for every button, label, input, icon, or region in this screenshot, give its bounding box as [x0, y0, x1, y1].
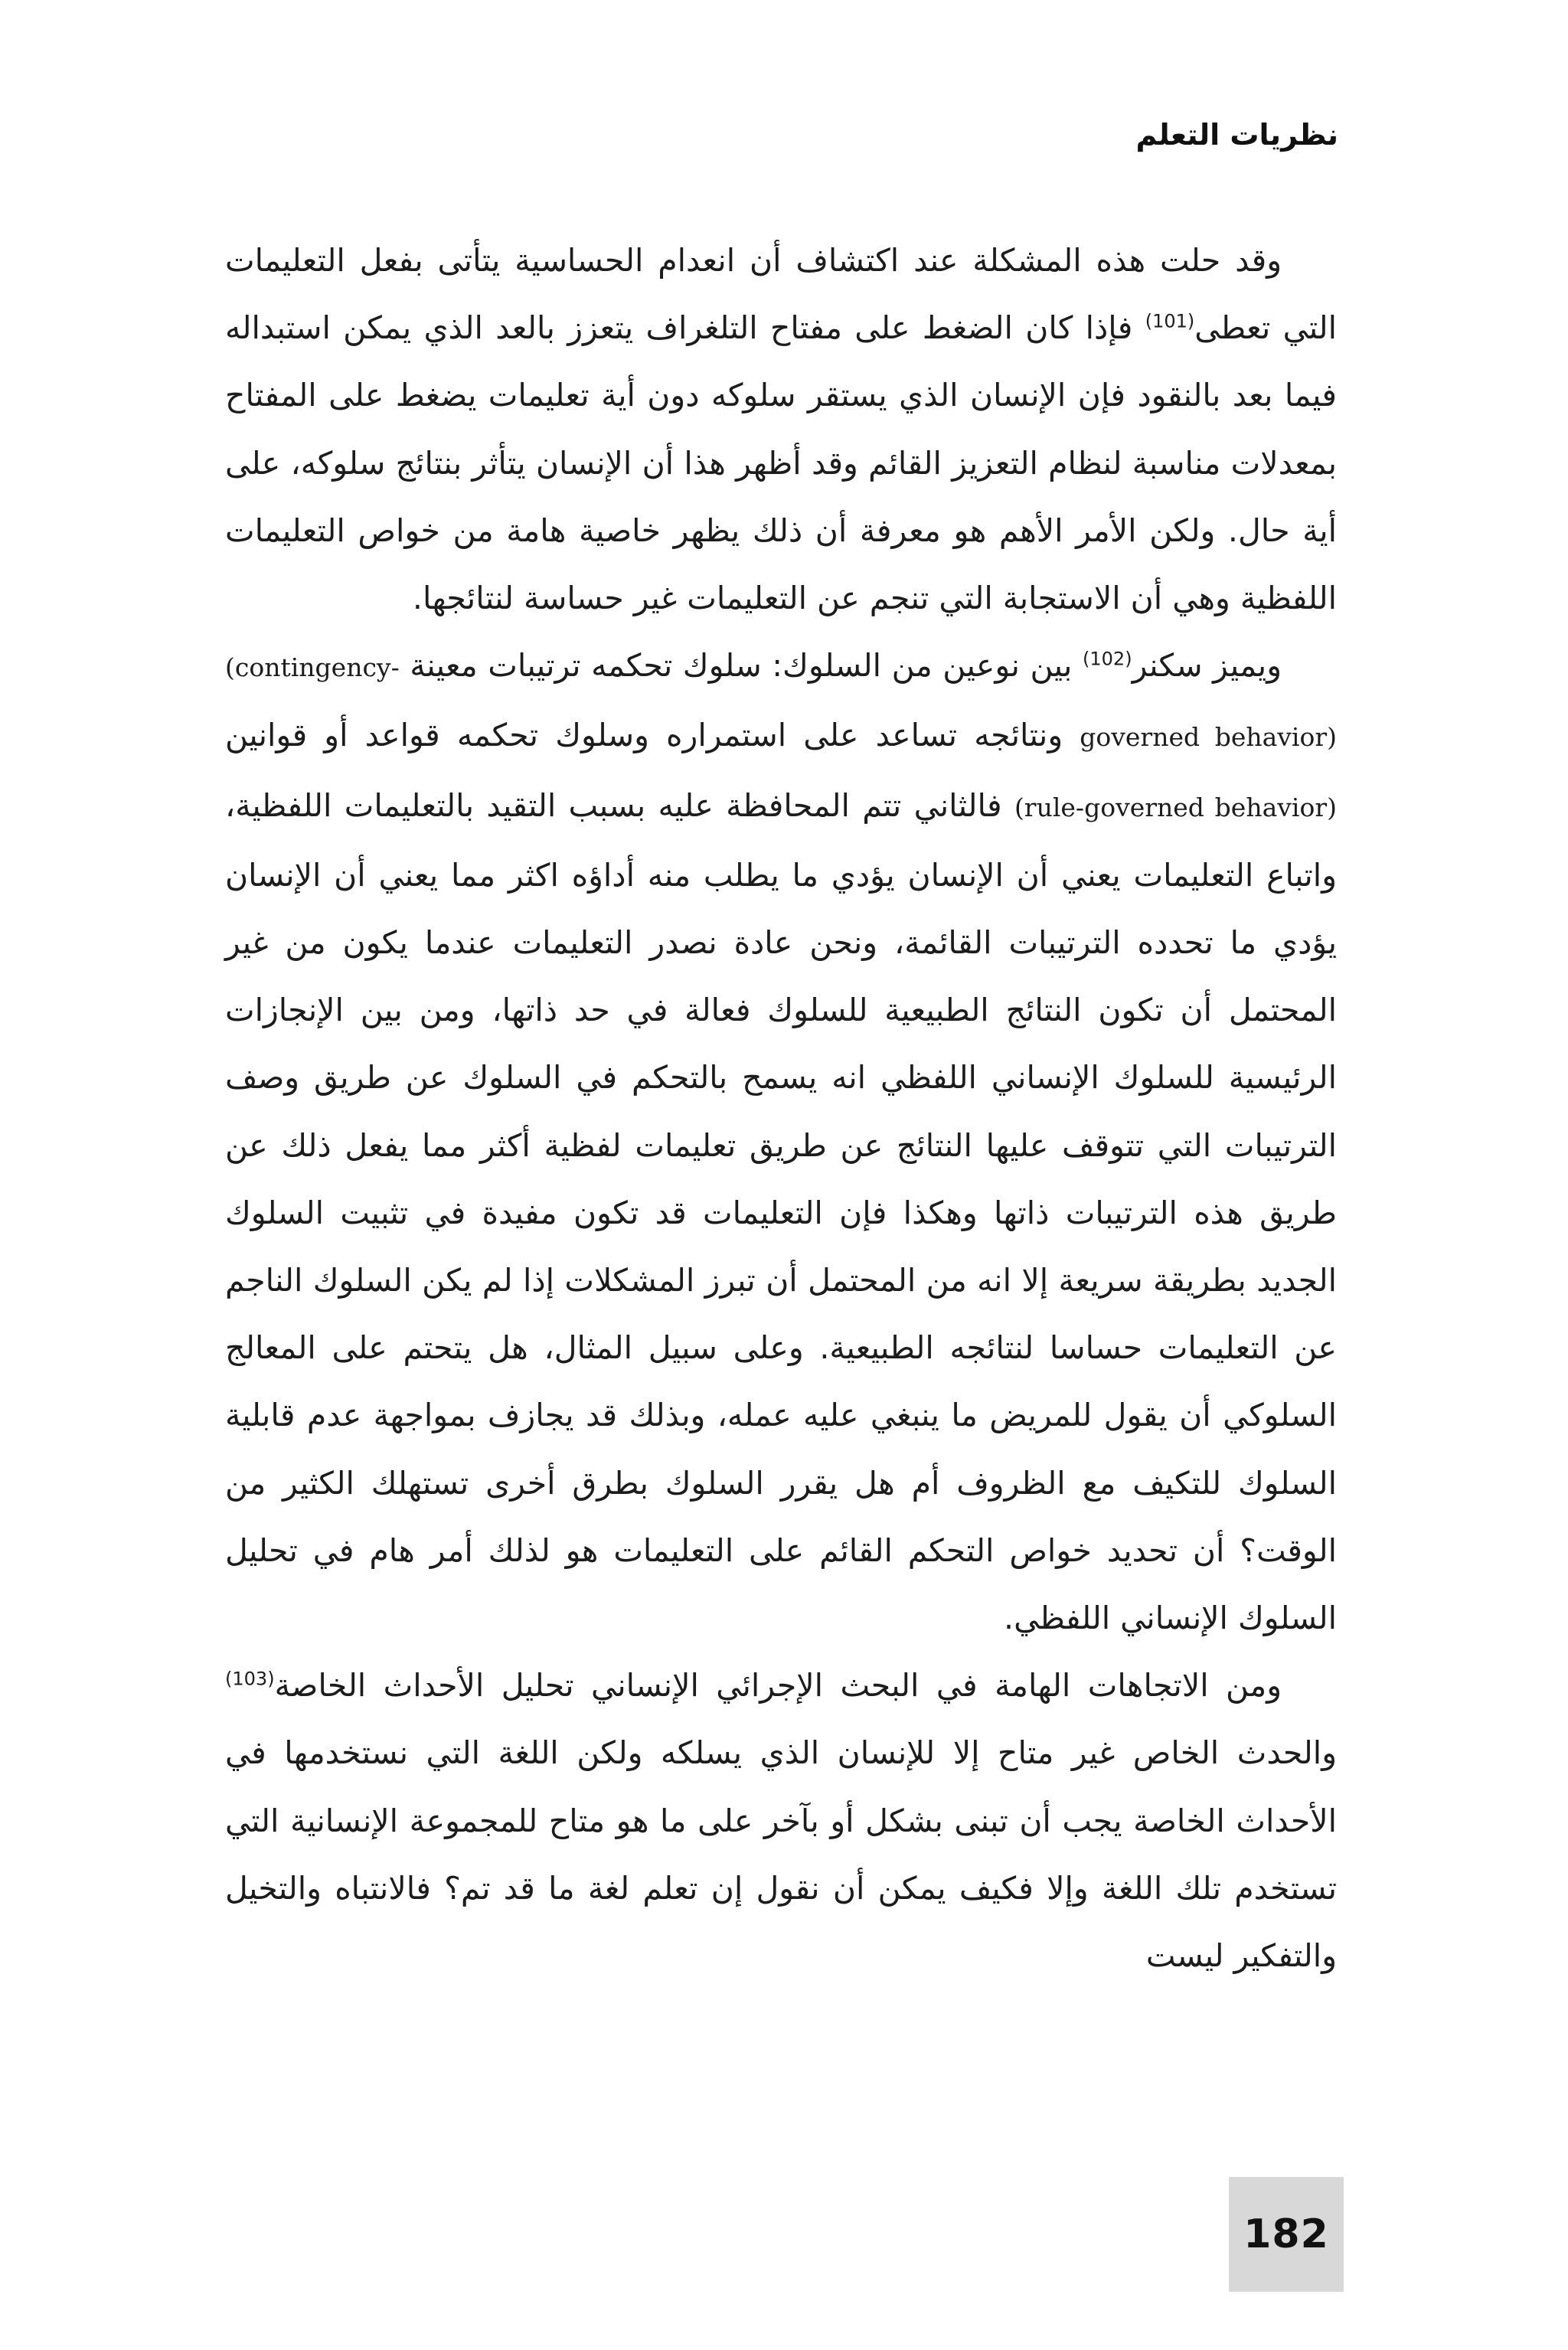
paragraph-1	[225, 227, 1337, 632]
text-run: والحدث الخاص غير متاح إلا للإنسان الذي يسلكه ولكن اللغة التي نستخدمها في الأحداث الخاصة يجب أن تبنى بشكل أو بآخر على ما هو متاح للمجموعة الإنسانية التي تستخدم تلك اللغة وإلا فكيف يمكن أن نقول إن تعلم لغة ما قد تم؟ فالانتباه والتخيل والتفكير ليست	[225, 1734, 1337, 1975]
running-head-title: نظريات التعلم	[1135, 118, 1338, 152]
text-run: فإذا كان الضغط على مفتاح التلغراف يتعزز بالعد الذي يمكن استبداله فيما بعد بالنقود فإن الإنسان الذي يستقر سلوكه دون أية تعليمات يضغط على المفتاح بمعدلات مناسبة لنظام التعزيز القائم وقد أظهر هذا أن الإنسان يتأثر بنتائج سلوكه، على أية حال. ولكن الأمر الأهم هو معرفة أن ذلك يظهر خاصية هامة من خواص التعليمات اللفظية وهي أن الاستجابة التي تنجم عن التعليمات غير حساسة لنتائجها.	[225, 309, 1337, 617]
footnote-ref-102: (102)	[1083, 648, 1132, 670]
page-number-box	[1229, 2177, 1344, 2292]
text-run: وقد حلت هذه المشكلة عند اكتشاف أن انعدام الحساسية يتأتى بفعل التعليمات التي تعطى	[225, 242, 1337, 347]
english-term-contingency: (contingency-governed behavior)	[225, 652, 1337, 753]
body-text	[225, 227, 1337, 1989]
paragraph-3	[225, 1652, 1337, 1989]
text-run: فالثاني تتم المحافظة عليه بسبب التقيد بالتعليمات اللفظية، واتباع التعليمات يعني أن الإنسان يؤدي ما يطلب منه أداؤه اكثر مما يعني أن الإنسان يؤدي ما تحدده الترتيبات القائمة، ونحن عادة نصدر التعليمات عندما يكون من غير المحتمل أن تكون النتائج الطبيعية للسلوك فعالة في حد ذاتها، ومن بين الإنجازات الرئيسية للسلوك الإنساني اللفظي انه يسمح بالتحكم في السلوك عن طريق وصف الترتيبات التي تتوقف عليها النتائج عن طريق تعليمات لفظية أكثر مما يفعل ذلك عن طريق هذه الترتيبات ذاتها وهكذا فإن التعليمات قد تكون مفيدة في تثبيت السلوك الجديد بطريقة سريعة إلا انه من المحتمل أن تبرز المشكلات إذا لم يكن السلوك الناجم عن التعليمات حساسا لنتائجه الطبيعية. وعلى سبيل المثال، هل يتحتم على المعالج السلوكي أن يقول للمريض ما ينبغي عليه عمله، وبذلك قد يجازف بمواجهة عدم قابلية السلوك للتكيف مع الظروف أم هل يقرر السلوك بطرق أخرى تستهلك الكثير من الوقت؟ أن تحديد خواص التحكم القائم على التعليمات هو لذلك أمر هام في تحليل السلوك الإنساني اللفظي.	[225, 786, 1337, 1637]
text-run: ونتائجه تساعد على استمراره وسلوك تحكمه قواعد أو قوانين	[225, 717, 1080, 754]
page-number: 182	[1243, 2211, 1329, 2257]
text-run: بين نوعين من السلوك: سلوك تحكمه ترتيبات معينة	[399, 647, 1083, 685]
text-run: ويميز سكنر	[1132, 647, 1282, 685]
text-run: ومن الاتجاهات الهامة في البحث الإجرائي الإنساني تحليل الأحداث الخاصة	[274, 1667, 1282, 1704]
footnote-ref-101: (101)	[1145, 310, 1195, 332]
footnote-ref-103: (103)	[225, 1668, 275, 1690]
english-term-rule: (rule-governed behavior)	[1014, 792, 1337, 822]
paragraph-2	[225, 632, 1337, 1652]
